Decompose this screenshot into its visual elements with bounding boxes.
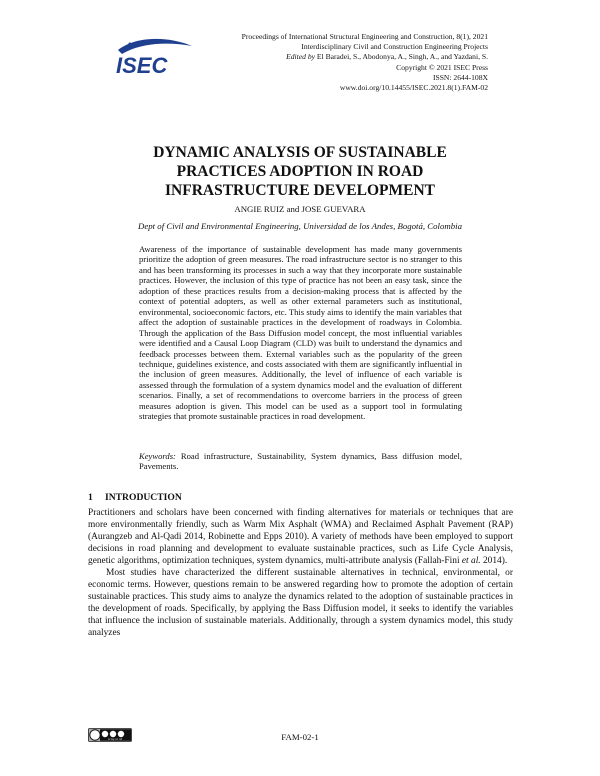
proceedings-header <box>188 32 488 93</box>
paragraph-1-end: 2014). <box>480 556 508 567</box>
keywords-text: Road infrastructure, Sustainability, System dynamics, Bass diffusion model, Pavements. <box>139 451 462 472</box>
editors: El Baradei, S., Abodonya, A., Singh, A., and Yazdani, S. <box>316 52 488 62</box>
paragraph-2: Most studies have characterized the different sustainable alternatives in technical, environmental, or economic terms. However, questions remain to be answered regarding how to promote the adoption of certain sustainable practices. This study aims to analyze the dynamics related to the adoption of sustainable practices in the development of roads. Specifically, by applying the Bass Diffusion model, it seeks to identify the variables that influence the inclusion of sustainable materials. Additionally, through a system dynamics model, this study analyzes <box>88 568 513 639</box>
logo-text: ISEC <box>116 53 168 78</box>
section-title: INTRODUCTION <box>105 492 182 503</box>
keywords <box>139 451 462 472</box>
keywords-label: Keywords: <box>139 451 176 461</box>
header-line-journal: Proceedings of International Structural Engineering and Construction, 8(1), 2021 <box>241 32 488 41</box>
section-number: 1 <box>88 492 93 503</box>
license-text: cc by nc nd <box>107 738 123 742</box>
header-line-editors <box>188 52 488 62</box>
header-line-topic: Interdisciplinary Civil and Construction Engineering Projects <box>301 42 488 52</box>
title-line-2: PRACTICES ADOPTION IN ROAD <box>176 163 424 180</box>
page-number: FAM-02-1 <box>281 732 319 742</box>
header-copyright: Copyright © 2021 ISEC Press <box>396 62 488 72</box>
affiliation: Dept of Civil and Environmental Engineering, Universidad de los Andes, Bogotá, Colombia <box>138 221 462 231</box>
title-line-3: INFRASTRUCTURE DEVELOPMENT <box>165 182 435 199</box>
edited-by-label: Edited by <box>286 52 316 62</box>
authors: ANGIE RUIZ and JOSE GUEVARA <box>234 204 366 214</box>
isec-logo <box>112 38 198 80</box>
section-heading <box>88 492 182 503</box>
header-doi[interactable]: www.doi.org/10.14455/ISEC.2021.8(1).FAM-02 <box>339 83 488 93</box>
body-text <box>88 507 513 640</box>
title-line-1: DYNAMIC ANALYSIS OF SUSTAINABLE <box>153 144 447 161</box>
paragraph-1-text: Practitioners and scholars have been concerned with finding alternatives for materials or techniques that are more environmentally friendly, such as Warm Mix Asphalt (WMA) and Reclaimed Asphalt Pavement (RAP)(Aurangzeb and Al-Qadi 2014, Robinette and Epps 2010). A variety of methods have been employed to support decisions in road planning and development to evaluate sustainable practices, such as Life Cycle Analysis, genetic algorithms, optimization techniques, system dynamics, multi-attribute analysis (Fallah-Fini <box>88 508 513 567</box>
paper-title <box>60 143 540 200</box>
paragraph-1-etal: et al. <box>461 556 481 567</box>
abstract: Awareness of the importance of sustainable development has made many governments prioritize the adoption of green measures. The road infrastructure sector is no stranger to this and has been transforming its processes in such a way that they incorporate more sustainable practices. However, the inclusion of this type of practice has not been an easy task, since the adoption of these practices results from a decision-making process that is affected by the context of potential adopters, as well as other external parameters such as institutional, environmental, socioeconomic factors, etc. This study aims to identify the main variables that affect the adoption of sustainable practices in the development of roadways in Colombia. Through the application of the Bass Diffusion model concept, the most influential variables were identified and a Causal Loop Diagram (CLD) was built to understand the dynamics and feedback processes between them. External variables such as the popularity of the green technique, guidelines existence, and costs associated with them are significantly influential in the inclusion of green measures. Additionally, the level of influence of each variable is assessed through the formulation of a system dynamics model and the evaluation of different scenarios. Finally, a set of recommendations to overcome barriers in the process of green measures adoption is given. This model can be used as a support tool in formulating strategies that promote sustainable practices in road development. <box>139 244 462 422</box>
paragraph-1 <box>88 507 513 567</box>
header-issn: ISSN: 2644-108X <box>432 72 488 82</box>
